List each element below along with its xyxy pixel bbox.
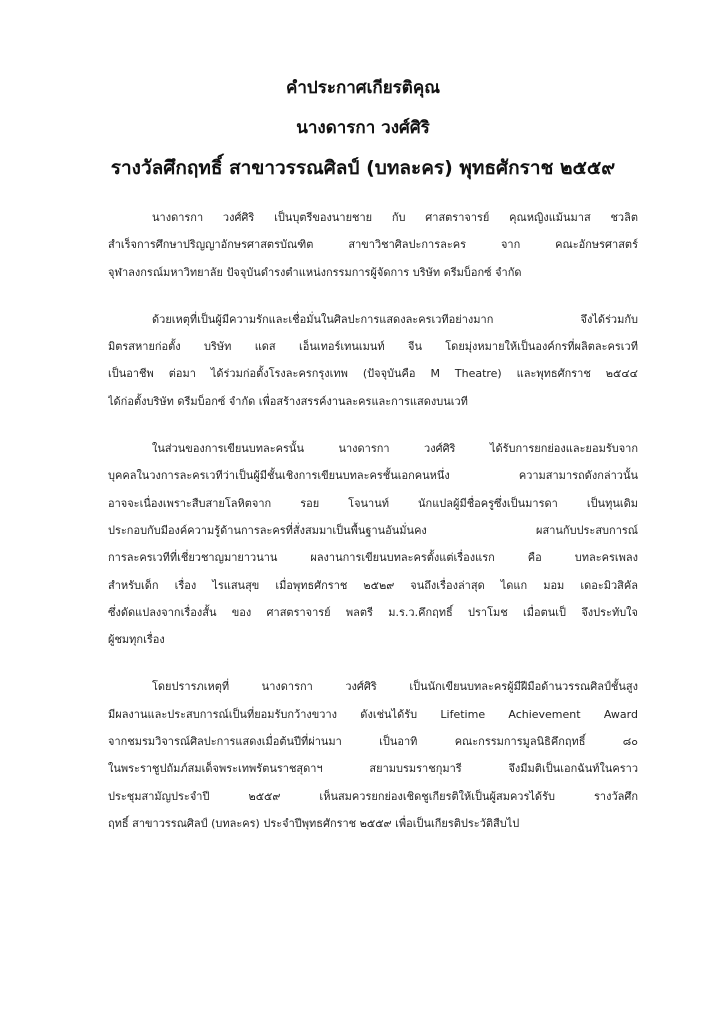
paragraph-career (108, 306, 638, 415)
honoree-name: นางดารกา วงศ์ศิริ (296, 118, 430, 138)
document-header (0, 68, 726, 188)
text-line: มีผลงานและประสบการณ์เป็นที่ยอมรับกว้างขวาง ดังเช่นได้รับ Lifetime Achievement Award (108, 707, 638, 721)
paragraph-biography (108, 204, 638, 286)
award-title: รางวัลศึกฤทธิ์ สาขาวรรณศิลป์ (บทละคร) พุทธศักราช ๒๕๕๙ (110, 157, 616, 179)
text-line: การละครเวทีที่เชี่ยวชาญมายาวนาน ผลงานการเขียนบทละครตั้งแต่เรื่องแรก คือ บทละครเพลง (108, 551, 638, 565)
text-line: โดยปรารภเหตุที่ นางดารกา วงศ์ศิริ เป็นนักเขียนบทละครผู้มีฝีมือด้านวรรณศิลป์ชั้นสูง (152, 680, 638, 694)
text-line: บุคคลในวงการละครเวทีว่าเป็นผู้มีชั้นเชิงการเขียนบทละครชั้นเอกคนหนึ่ง ความสามารถดังกล่าวนั้น (108, 469, 638, 483)
text-line: ซึ่งดัดแปลงจากเรื่องสั้น ของ ศาสตราจารย์ พลตรี ม.ร.ว.คึกฤทธิ์ ปราโมช เมื่อตนเป็ จึงประทับใจ (108, 605, 638, 619)
text-line: ได้ก่อตั้งบริษัท ดรีมบ็อกซ์ จำกัด เพื่อสร้างสรรค์งานละครและการแสดงบนเวที (108, 394, 468, 408)
text-line: มิตรสหายก่อตั้ง บริษัท แดส เอ็นเทอร์เทนเมนท์ จีน โดยมุ่งหมายให้เป็นองค์กรที่ผลิตละครเวที (108, 340, 638, 354)
paragraph-award-resolution (108, 673, 638, 837)
text-line: ฤทธิ์ สาขาวรรณศิลป์ (บทละคร) ประจำปีพุทธศักราช ๒๕๕๙ เพื่อเป็นเกียรติประวัติสืบไป (108, 816, 520, 830)
document-body (108, 204, 638, 857)
text-line: ในส่วนของการเขียนบทละครนั้น นางดารกา วงศ์ศิริ ได้รับการยกย่องและยอมรับจาก (152, 442, 638, 456)
paragraph-playwriting (108, 435, 638, 653)
text-line: ในพระราชูปถัมภ์สมเด็จพระเทพรัตนราชสุดาฯ สยามบรมราชกุมารี จึงมีมติเป็นเอกฉันท์ในคราว (108, 762, 638, 776)
text-line: ด้วยเหตุที่เป็นผู้มีความรักและเชื่อมั่นในศิลปะการแสดงละครเวทีอย่างมาก จึงได้ร่วมกับ (152, 312, 638, 326)
text-line: ผู้ชมทุกเรื่อง (108, 633, 165, 647)
text-line: ประชุมสามัญประจำปี ๒๕๕๙ เห็นสมควรยกย่องเชิดชูเกียรติให้เป็นผู้สมควรได้รับ รางวัลศึก (108, 789, 638, 803)
text-line: ประกอบกับมีองค์ความรู้ด้านการละครที่สั่งสมมาเป็นพื้นฐานอันมั่นคง ผสานกับประสบการณ์ (108, 523, 638, 537)
document-title: คำประกาศเกียรติคุณ (286, 78, 440, 98)
text-line: สำหรับเด็ก เรื่อง ไรแสนสุข เมื่อพุทธศักราช ๒๕๒๙ จนถึงเรื่องล่าสุด ไดแก มอม เดอะมิวสิคัล (108, 578, 638, 592)
text-line: จุฬาลงกรณ์มหาวิทยาลัย ปัจจุบันดำรงตำแหน่งกรรมการผู้จัดการ บริษัท ดรีมบ็อกซ์ จำกัด (108, 265, 522, 279)
text-line: จากชมรมวิจารณ์ศิลปะการแสดงเมื่อต้นปีที่ผ่านมา เป็นอาทิ คณะกรรมการมูลนิธิคึกฤทธิ์ ๘๐ (108, 735, 638, 749)
text-line: นางดารกา วงศ์ศิริ เป็นบุตรีของนายชาย กับ ศาสตราจารย์ คุณหญิงแม้นมาส ชวลิต (152, 211, 638, 224)
text-line: เป็นอาชีพ ต่อมา ได้ร่วมก่อตั้งโรงละครกรุงเทพ (ปัจจุบันคือ M Theatre) และพุทธศักราช ๒๕๔๔ (108, 367, 638, 381)
text-line: อาจจะเนื่องเพราะสืบสายโลหิตจาก รอย โจนานท์ นักแปลผู้มีชื่อครูซึ่งเป็นมารดา เป็นทุนเดิม (108, 496, 638, 510)
text-line: สำเร็จการศึกษาปริญญาอักษรศาสตรบัณฑิต สาขาวิชาศิลปะการละคร จาก คณะอักษรศาสตร์ (108, 238, 638, 252)
